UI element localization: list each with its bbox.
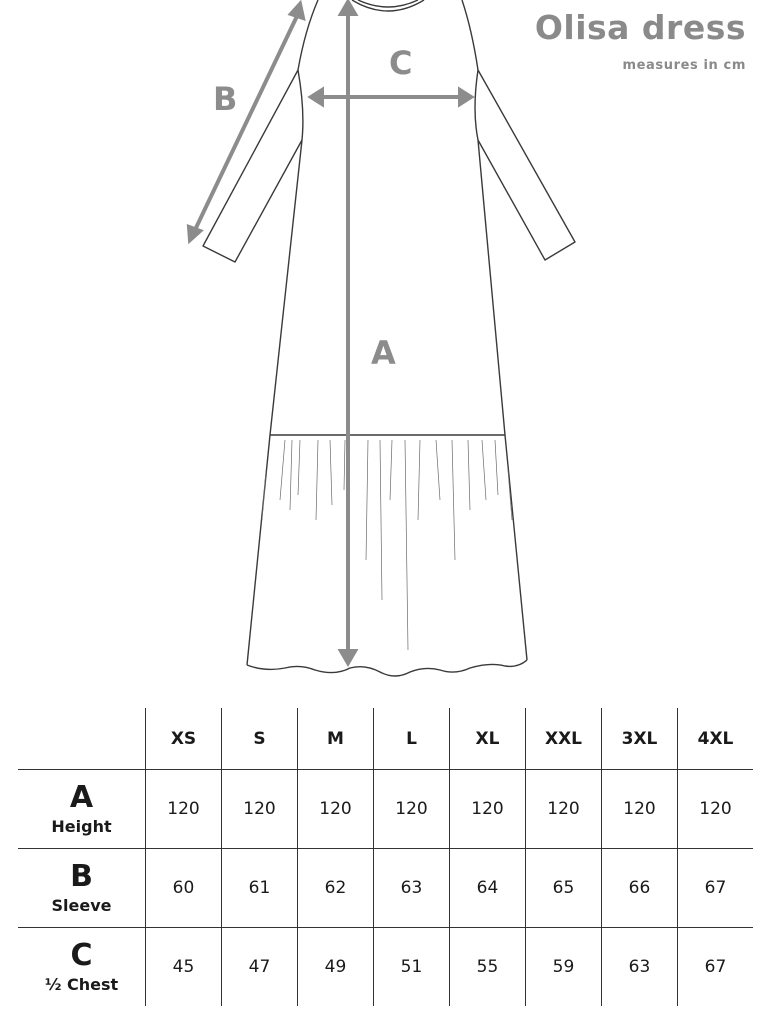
bodice-right-side <box>478 140 505 435</box>
size-header: S <box>222 708 298 770</box>
size-header: 3XL <box>602 708 678 770</box>
row-header <box>18 770 146 849</box>
table-cell: 45 <box>146 928 222 1007</box>
table-cell: 62 <box>298 849 374 928</box>
corner-cell <box>18 708 146 770</box>
table-cell: 120 <box>678 770 754 849</box>
left-sleeve <box>203 0 318 262</box>
size-header: L <box>374 708 450 770</box>
table-cell: 120 <box>602 770 678 849</box>
skirt-right-side <box>505 435 527 660</box>
dim-label-c: C <box>389 44 413 82</box>
table-cell: 67 <box>678 928 754 1007</box>
size-header: XXL <box>526 708 602 770</box>
size-header-row <box>18 708 753 770</box>
table-row <box>18 849 753 928</box>
table-cell: 120 <box>298 770 374 849</box>
table-cell: 120 <box>146 770 222 849</box>
row-letter: B <box>70 858 93 894</box>
page-title: Olisa dress <box>534 8 746 47</box>
dim-line-b <box>194 14 298 232</box>
table-cell: 59 <box>526 928 602 1007</box>
table-cell: 120 <box>526 770 602 849</box>
table-cell: 47 <box>222 928 298 1007</box>
row-letter: A <box>69 779 94 815</box>
right-sleeve <box>462 0 575 260</box>
dim-label-a: A <box>371 334 396 372</box>
size-header: M <box>298 708 374 770</box>
table-row <box>18 770 753 849</box>
row-name: Height <box>51 816 112 836</box>
table-cell: 66 <box>602 849 678 928</box>
table-cell: 61 <box>222 849 298 928</box>
skirt-hem <box>247 660 527 676</box>
row-header <box>18 928 146 1007</box>
table-row <box>18 928 753 1007</box>
table-cell: 63 <box>374 849 450 928</box>
table-cell: 63 <box>602 928 678 1007</box>
table-cell: 67 <box>678 849 754 928</box>
table-cell: 120 <box>374 770 450 849</box>
table-cell: 65 <box>526 849 602 928</box>
row-name: Sleeve <box>51 895 112 915</box>
size-chart-table <box>18 708 753 1006</box>
table-cell: 51 <box>374 928 450 1007</box>
table-cell: 60 <box>146 849 222 928</box>
size-header: 4XL <box>678 708 754 770</box>
bodice-left-side <box>270 140 302 435</box>
size-header: XS <box>146 708 222 770</box>
dim-label-b: B <box>213 80 238 118</box>
table-cell: 120 <box>450 770 526 849</box>
skirt-left-side <box>247 435 270 665</box>
row-letter: C <box>70 937 93 973</box>
table-cell: 49 <box>298 928 374 1007</box>
row-name: ½ Chest <box>44 974 119 994</box>
table-cell: 55 <box>450 928 526 1007</box>
size-header: XL <box>450 708 526 770</box>
row-header <box>18 849 146 928</box>
table-cell: 64 <box>450 849 526 928</box>
table-cell: 120 <box>222 770 298 849</box>
page-subtitle: measures in cm <box>622 58 746 73</box>
